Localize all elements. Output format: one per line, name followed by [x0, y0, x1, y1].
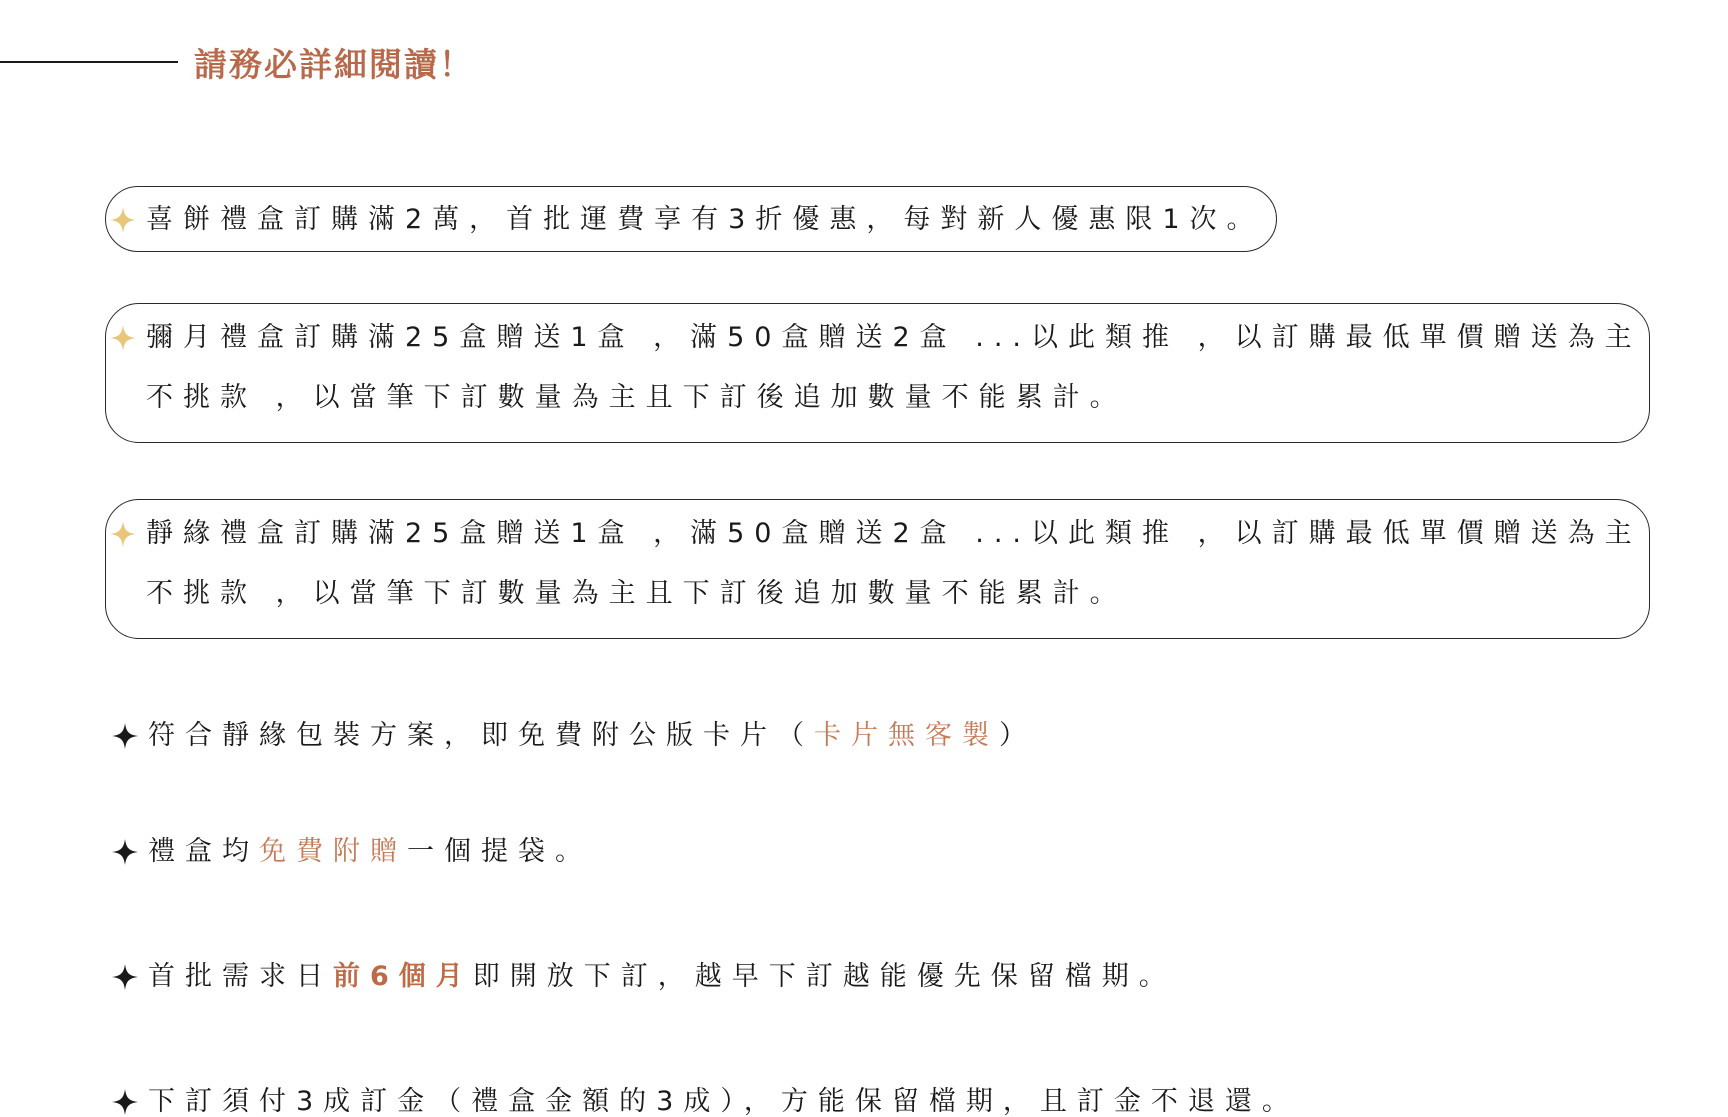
section-header — [0, 42, 474, 82]
black-star-icon — [112, 723, 138, 749]
notice-text-line1: 靜緣禮盒訂購滿25盒贈送1盒 ，滿50盒贈送2盒 ...以此類推 ，以訂購最低單價贈送為主 — [146, 518, 1642, 549]
notice-text-line1: 彌月禮盒訂購滿25盒贈送1盒 ，滿50盒贈送2盒 ...以此類推 ，以訂購最低單價贈送為主 — [146, 322, 1642, 353]
notice-line — [110, 324, 1642, 351]
black-star-icon — [112, 1089, 138, 1115]
bullet-text: 一個提袋。 — [407, 836, 592, 867]
black-star-icon — [112, 839, 138, 865]
bullet-highlight: 前6個月 — [333, 961, 473, 992]
gold-star-icon — [110, 521, 136, 547]
notice-text: 喜餅禮盒訂購滿2萬，首批運費享有3折優惠，每對新人優惠限1次。 — [146, 204, 1264, 235]
bullet-gift-bag — [112, 838, 592, 865]
bullet-text: 即開放下訂，越早下訂越能優先保留檔期。 — [472, 961, 1176, 992]
bullet-highlight: 免費附贈 — [259, 836, 407, 867]
gold-star-icon — [110, 207, 136, 233]
bullet-order-window — [112, 963, 1176, 990]
notice-line — [110, 384, 1127, 411]
bullet-highlight: 卡片無客製 — [814, 720, 999, 751]
gold-star-icon — [110, 325, 136, 351]
page-title: 請務必詳細閱讀！ — [194, 44, 474, 84]
header-rule — [0, 61, 178, 63]
notice-line — [110, 580, 1127, 607]
notice-text-line2: 不挑款 ，以當筆下訂數量為主且下訂後追加數量不能累計。 — [146, 578, 1127, 609]
bullet-text: ） — [999, 720, 1036, 751]
bullet-text: 首批需求日 — [148, 961, 333, 992]
bullet-packaging-card — [112, 722, 1036, 749]
bullet-text: 下訂須付3成訂金（禮盒金額的3成），方能保留檔期，且訂金不退還。 — [148, 1086, 1299, 1117]
bullet-text: 符合靜緣包裝方案，即免費附公版卡片（ — [148, 720, 814, 751]
notice-line — [110, 520, 1642, 547]
black-star-icon — [112, 964, 138, 990]
bullet-text: 禮盒均 — [148, 836, 259, 867]
notice-text-line2: 不挑款 ，以當筆下訂數量為主且下訂後追加數量不能累計。 — [146, 382, 1127, 413]
notice-box-shipping — [105, 186, 1277, 252]
notice-box-baby-gift — [105, 303, 1650, 443]
notice-box-jingyuan-gift — [105, 499, 1650, 639]
bullet-deposit — [112, 1088, 1299, 1115]
notice-line — [110, 206, 1264, 233]
